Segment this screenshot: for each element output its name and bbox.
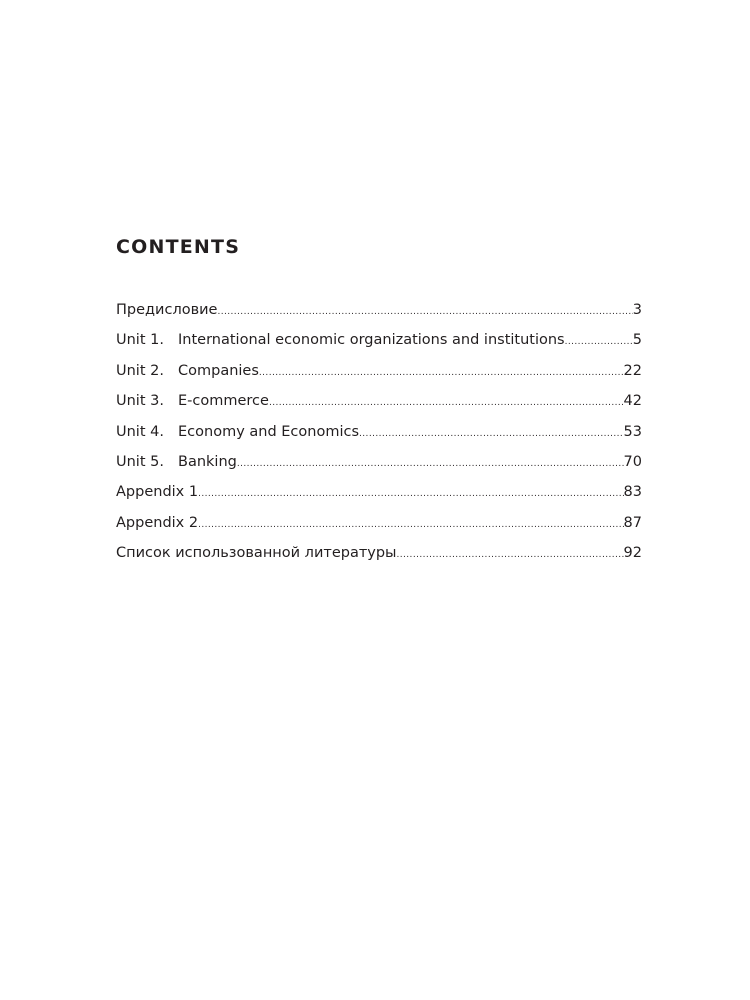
- toc-entry: [116, 325, 642, 355]
- dot-leader: [237, 449, 624, 479]
- toc-entry-number: Unit 1.: [116, 332, 164, 349]
- toc-entry-page-number: 92: [623, 545, 642, 562]
- toc-entry-title: E-commerce: [178, 393, 269, 410]
- dot-leader: [397, 540, 624, 570]
- dot-leader: [269, 388, 624, 418]
- toc-entry-page-number: 53: [623, 423, 642, 440]
- dot-leader: [359, 419, 624, 449]
- toc-entry-title: Banking: [178, 453, 237, 470]
- toc-entry-title: Appendix 2: [116, 514, 199, 531]
- toc-entry-title: Appendix 1: [116, 484, 199, 501]
- toc-entry: [116, 447, 642, 477]
- dot-leader: [198, 510, 623, 540]
- toc-entry: [116, 538, 642, 568]
- toc-entry-number: Unit 2.: [116, 362, 164, 379]
- toc-entry-page-number: 70: [623, 453, 642, 470]
- toc-entry: [116, 295, 642, 325]
- toc-entry: [116, 477, 642, 507]
- toc-entry-number: Unit 4.: [116, 423, 164, 440]
- toc-entry-page-number: 83: [623, 484, 642, 501]
- toc-entry-title: Список использованной литературы: [116, 545, 397, 562]
- dot-leader: [565, 327, 633, 357]
- toc-entry: [116, 508, 642, 538]
- toc-entry-page-number: 5: [632, 332, 642, 349]
- toc-entry-title: International economic organizations and institutions: [178, 332, 565, 349]
- table-of-contents: [116, 295, 642, 569]
- dot-leader: [217, 297, 632, 327]
- toc-entry: [116, 386, 642, 416]
- toc-entry-page-number: 3: [632, 302, 642, 318]
- toc-entry-page-number: 22: [623, 362, 642, 379]
- toc-entry-title: Economy and Economics: [178, 423, 360, 440]
- dot-leader: [259, 358, 624, 388]
- toc-entry: [116, 417, 642, 447]
- toc-entry: [116, 356, 642, 386]
- toc-entry-title: Предисловие: [116, 302, 218, 318]
- toc-entry-page-number: 87: [623, 514, 642, 531]
- contents-heading: CONTENTS: [116, 236, 241, 258]
- toc-entry-number: Unit 5.: [116, 453, 164, 470]
- toc-entry-page-number: 42: [623, 393, 642, 410]
- dot-leader: [198, 479, 623, 509]
- toc-entry-title: Companies: [178, 362, 259, 379]
- toc-entry-number: Unit 3.: [116, 393, 164, 410]
